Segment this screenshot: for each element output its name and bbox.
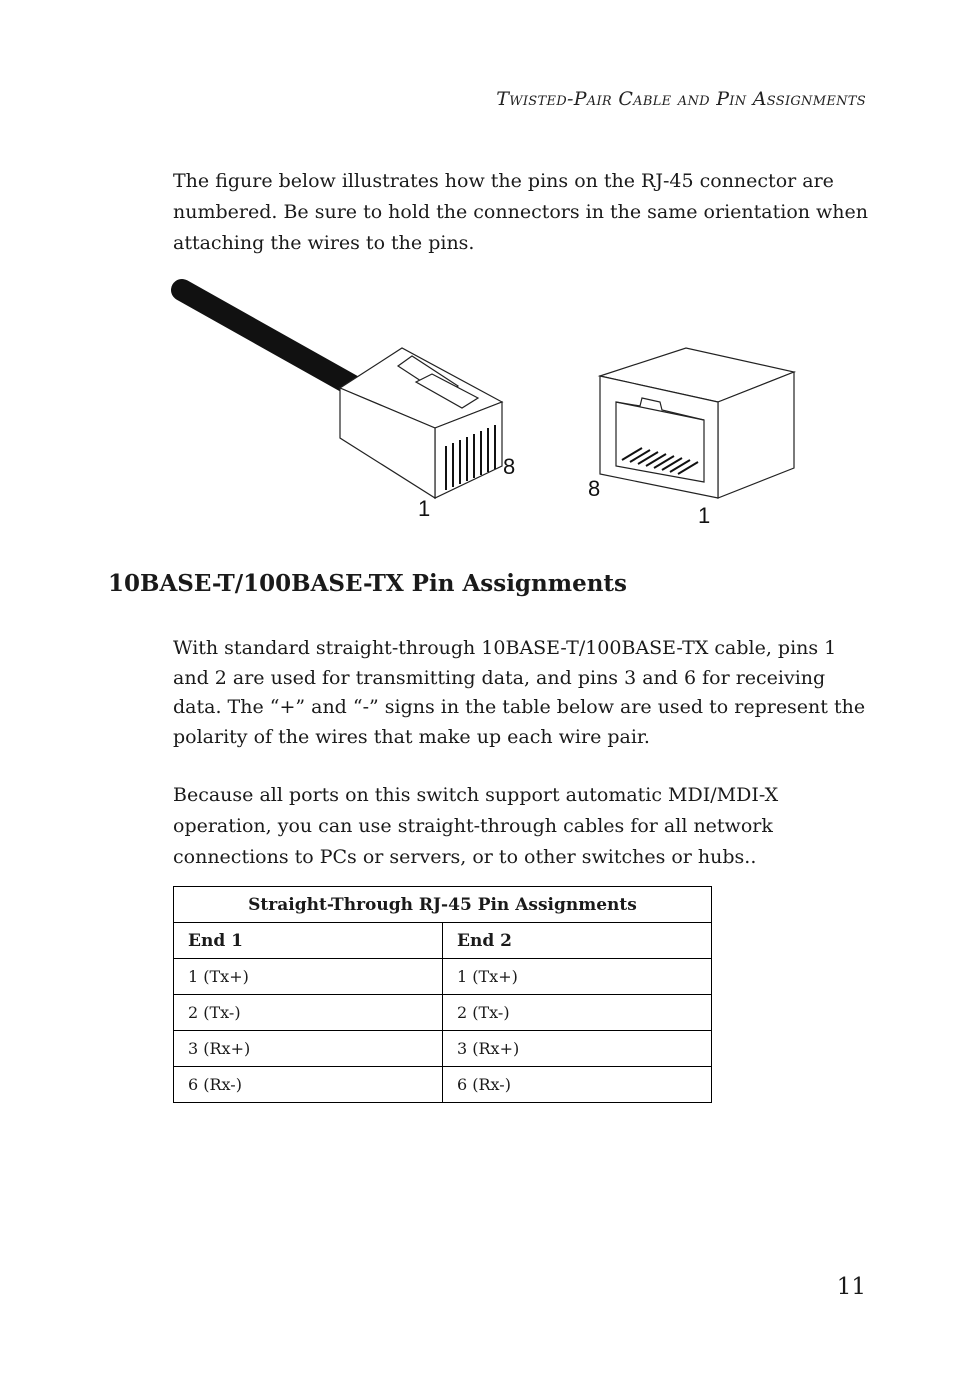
table-cell: 2 (Tx-): [174, 995, 443, 1031]
section-paragraph-1: With standard straight-through 10BASE-T/100BASE-TX cable, pins 1 and 2 are used for transmitting data, and pins 3 and 6 for receiving data. The “+” and “-” signs in the table below are used to represent the polarity of the wires that make up each wire pair.: [173, 637, 866, 748]
table-cell: 6 (Rx-): [443, 1067, 712, 1103]
intro-paragraph: The figure below illustrates how the pins on the RJ-45 connector are numbered. Be sure to hold the connectors in the same orientation when attaching the wires to the pins.: [173, 170, 869, 254]
table-header-row: [174, 923, 712, 959]
table-row: [174, 1031, 712, 1067]
table-caption-row: [174, 887, 712, 923]
column-header-end-1: End 1: [174, 923, 443, 959]
column-header-end-2: End 2: [443, 923, 712, 959]
table-cell: 6 (Rx-): [174, 1067, 443, 1103]
pin-assignments-table: [173, 886, 712, 1103]
plug-pin-8-label: 8: [503, 454, 516, 479]
table-cell: 2 (Tx-): [443, 995, 712, 1031]
table-row: [174, 959, 712, 995]
section-title: 10BASE-T/100BASE-TX Pin Assignments: [108, 570, 627, 597]
page-number: 11: [836, 1274, 866, 1300]
rj45-plug-illustration: [340, 348, 502, 498]
jack-pin-8-label: 8: [588, 476, 601, 501]
running-header: Twisted-Pair Cable and Pin Assignments: [496, 88, 866, 110]
cable-illustration: [182, 290, 360, 390]
table-cell: 1 (Tx+): [174, 959, 443, 995]
rj45-jack-illustration: [600, 348, 794, 498]
jack-pin-1-label: 1: [698, 503, 711, 528]
table-cell: 3 (Rx+): [443, 1031, 712, 1067]
section-paragraph-2: Because all ports on this switch support automatic MDI/MDI-X operation, you can use straight-through cables for all network connections to PCs or servers, or to other switches or hubs..: [173, 784, 779, 868]
table-cell: 3 (Rx+): [174, 1031, 443, 1067]
plug-pin-1-label: 1: [418, 496, 431, 521]
rj45-connector-figure: [170, 278, 810, 528]
table-row: [174, 1067, 712, 1103]
table-caption: Straight-Through RJ-45 Pin Assignments: [174, 887, 712, 923]
table-cell: 1 (Tx+): [443, 959, 712, 995]
table-row: [174, 995, 712, 1031]
